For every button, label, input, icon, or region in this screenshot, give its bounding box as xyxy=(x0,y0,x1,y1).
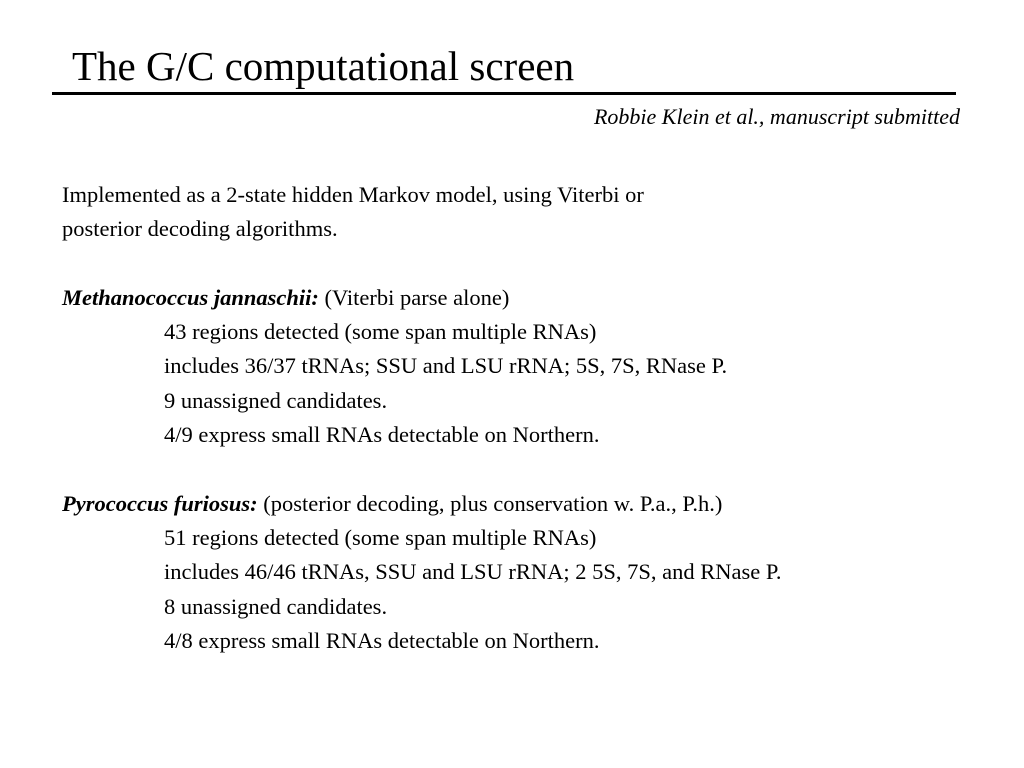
result-item: 9 unassigned candidates. xyxy=(164,387,388,413)
slide-body xyxy=(62,178,962,658)
result-item: 4/9 express small RNAs detectable on Northern. xyxy=(164,422,600,448)
result-item: 8 unassigned candidates. xyxy=(164,593,388,619)
result-item: 43 regions detected (some span multiple RNAs) xyxy=(164,319,597,345)
title-underline xyxy=(52,92,956,95)
slide-title: The G/C computational screen xyxy=(72,43,575,89)
intro-line-2: posterior decoding algorithms. xyxy=(62,216,338,242)
section-heading-methanococcus xyxy=(62,281,962,315)
citation: Robbie Klein et al., manuscript submitted xyxy=(593,104,960,129)
intro-line-1: Implemented as a 2-state hidden Markov model, using Viterbi or xyxy=(62,182,644,207)
result-item: includes 46/46 tRNAs, SSU and LSU rRNA; 2 5S, 7S, and RNase P. xyxy=(164,559,782,585)
section-heading-pyrococcus xyxy=(62,487,962,521)
result-item: includes 36/37 tRNAs; SSU and LSU rRNA; 5S, 7S, RNase P. xyxy=(164,353,728,379)
result-item: 4/8 express small RNAs detectable on Northern. xyxy=(164,627,600,653)
spacer xyxy=(62,452,962,486)
method-note: (posterior decoding, plus conservation w. P.a., P.h.) xyxy=(257,490,723,516)
species-name: Pyrococcus furiosus: xyxy=(62,490,258,516)
spacer xyxy=(62,247,962,281)
species-name: Methanococcus jannaschii: xyxy=(62,284,319,310)
method-note: (Viterbi parse alone) xyxy=(318,284,510,310)
result-item: 51 regions detected (some span multiple RNAs) xyxy=(164,524,597,550)
